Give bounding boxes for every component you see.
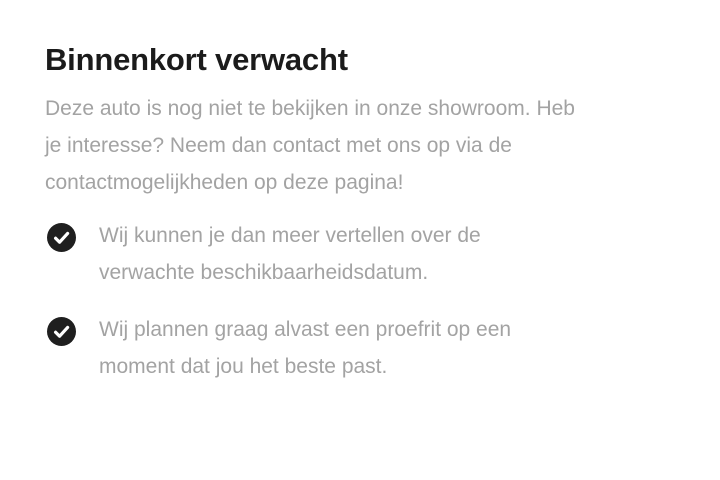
list-item-text: Wij plannen graag alvast een proefrit op een moment dat jou het beste past.: [99, 318, 512, 379]
list-item-text: Wij kunnen je dan meer vertellen over de verwachte beschikbaarheidsdatum.: [99, 224, 481, 285]
list-item: [47, 311, 675, 385]
list-item: [47, 217, 675, 291]
page-title: Binnenkort verwacht: [45, 42, 348, 77]
intro-text: Deze auto is nog niet te bekijken in onze showroom. Heb je interesse? Neem dan contact met ons op via de contactmogelijkheden op deze pagina!: [45, 97, 575, 195]
check-circle-icon: [47, 223, 76, 252]
check-circle-icon: [47, 317, 76, 346]
benefit-list: [47, 217, 675, 385]
